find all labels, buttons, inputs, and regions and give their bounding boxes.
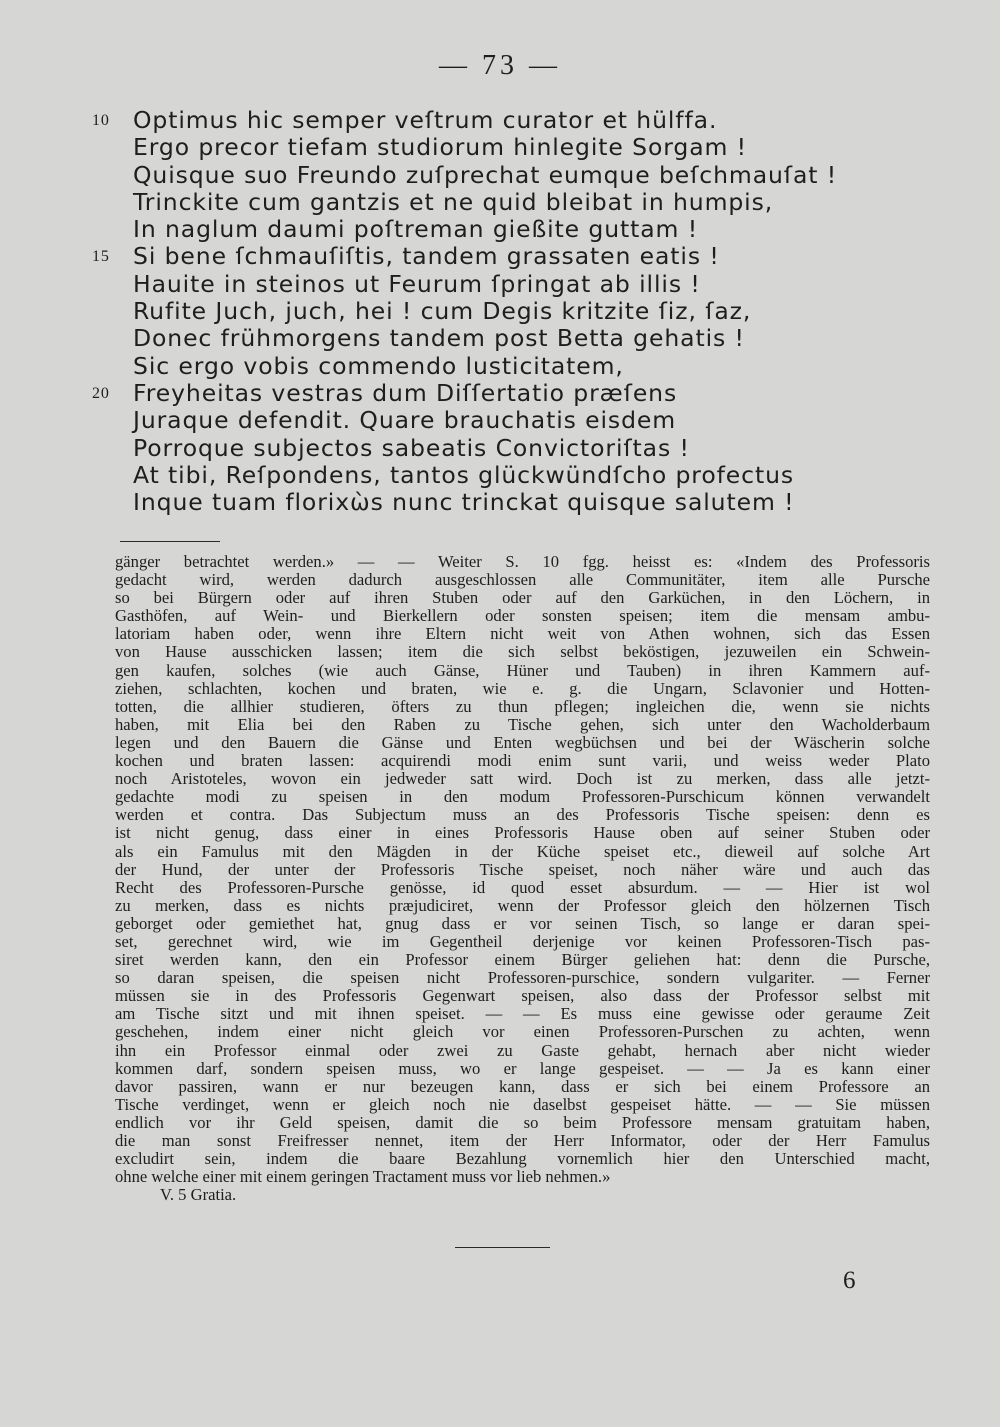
verse-text: Si bene ſchmauſiſtis, tandem grassaten eatis ! xyxy=(133,242,720,271)
verse-text: Inque tuam florixὼs nunc trinckat quisque salutem ! xyxy=(133,488,795,517)
verse-line xyxy=(0,216,1000,243)
footnote-line: am Tische sitzt und mit ihnen speiset. — — Es muss eine gewisse oder geraume Zeit xyxy=(115,1004,930,1024)
verse-line xyxy=(0,298,1000,325)
footnote-line: legen und den Bauern die Gänse und Enten wegbüchsen und bei der Wäscherin solche xyxy=(115,732,930,752)
verse-line xyxy=(0,380,1000,407)
verse-text: Hauite in steinos ut Feurum ſpringat ab illis ! xyxy=(133,269,701,298)
verse-block xyxy=(0,107,1000,516)
footnote-line: Tische verdinget, wenn er gleich noch nie daselbst gespeiset hätte. — — Sie müssen xyxy=(115,1094,930,1114)
footnote-line: endlich vor ihr Geld speisen, damit die so beim Professore mensam gratuitam haben, xyxy=(115,1112,930,1132)
footnote-line: so bei Bürgern oder auf ihren Stuben oder auf den Garküchen, in den Löchern, in xyxy=(115,588,930,608)
footnote-line: müssen sie in des Professoris Gegenwart speisen, also dass der Professor selbst mit xyxy=(115,986,930,1006)
verse-line xyxy=(0,435,1000,462)
verse-line xyxy=(0,134,1000,161)
footnote-line: haben, mit Elia bei den Raben zu Tische gehen, sich unter den Wacholderbaum xyxy=(115,714,930,734)
footnote-line: werden et contra. Das Subjectum muss an des Professoris Tische speisen: denn es xyxy=(115,805,930,825)
verse-line-number: 15 xyxy=(92,248,110,266)
footnote-line: gedacht wird, werden dadurch ausgeschlossen alle Communitäter, item alle Pursche xyxy=(115,570,930,590)
footnote-line: totten, die allhier studieren, öfters zu thun pflegen; ingleichen die, wenn sie nichts xyxy=(115,696,930,716)
footnote-line: gänger betrachtet werden.» — — Weiter S. 10 fgg. heisst es: «Indem des Professoris xyxy=(115,552,930,571)
footnote-line: als ein Famulus mit den Mägden in der Küche speiset etc., dieweil auf solche Art xyxy=(115,841,930,861)
verse-text: Rufite Juch, juch, hei ! cum Degis kritzite ſiz, ſaz, xyxy=(133,297,752,326)
verse-line xyxy=(0,462,1000,489)
verse-line-number: 10 xyxy=(92,112,110,129)
verse-text: Freyheitas vestras dum Diſſertatio præſens xyxy=(133,378,678,407)
page-end-rule xyxy=(455,1247,550,1248)
footnote-line: kommen darf, sondern speisen muss, wo er lange gespeiset. — — Ja es kann einer xyxy=(115,1058,930,1078)
footnote-line: zu merken, dass es nichts præjudiciret, wenn der Professor gleich den hölzernen Tisch xyxy=(115,895,930,915)
verse-line xyxy=(0,189,1000,216)
verse-text: Porroque subjectos sabeatis Convictoriſtas ! xyxy=(133,433,690,462)
footnote-line: excludirt sein, indem die baare Bezahlung vornemlich hier den Unterschied macht, xyxy=(115,1149,930,1169)
verse-line xyxy=(0,271,1000,298)
footnote-line: davor passiren, wann er nur bezeugen kann, dass er sich bei einem Professore an xyxy=(115,1076,930,1096)
footnote-line: so daran speisen, die speisen nicht Professoren-purschice, sondern vulgariter. — Ferner xyxy=(115,968,930,988)
footnote-line: geschehen, indem einer nicht gleich vor einen Professoren-Purschen zu achten, wenn xyxy=(115,1022,930,1042)
verse-text: Optimus hic semper veſtrum curator et hülffa. xyxy=(133,106,718,134)
footnote-line: Gasthöfen, auf Wein- und Bierkellern oder sonsten speisen; item die mensam ambu- xyxy=(115,606,930,626)
footnote-line: noch Aristoteles, wovon ein jedweder satt wird. Doch ist zu merken, dass alle jetzt- xyxy=(115,769,930,789)
verse-line xyxy=(0,243,1000,270)
verse-text: Juraque defendit. Quare brauchatis eisdem xyxy=(133,406,677,435)
footnote-line: von Hause ausschicken lassen; item die sich selbst beköstigen, jezuweilen ein Schwein- xyxy=(115,642,930,662)
footnote-line: set, gerechnet wird, wie im Gegentheil derjenige vor keinen Professoren-Tisch pas- xyxy=(115,931,930,951)
page-number: — 73 — xyxy=(439,50,561,81)
verse-text: Trinckite cum gantzis et ne quid bleibat in humpis, xyxy=(133,187,774,216)
footnote-line: die man sonst Freifresser nennet, item der Herr Informator, oder der Herr Famulus xyxy=(115,1131,930,1150)
verse-text: In naglum daumi poſtreman gießite guttam ! xyxy=(133,215,699,244)
footnote-line: gen kaufen, solches (wie auch Gänse, Hüner und Tauben) in ihren Kammern auf- xyxy=(115,660,930,680)
verse-line xyxy=(0,162,1000,189)
verse-text: Donec frühmorgens tandem post Betta gehatis ! xyxy=(133,324,745,353)
verse-line xyxy=(0,107,1000,134)
footnote-line: ziehen, schlachten, kochen und braten, wie e. g. die Ungarn, Sclavonier und Hotten- xyxy=(115,678,930,698)
verse-line-number: 20 xyxy=(92,384,110,402)
footnote-separator-rule xyxy=(120,541,220,542)
verse-line xyxy=(0,407,1000,434)
footnote-line: ihn ein Professor einmal oder zwei zu Gaste gehabt, hernach aber nicht wieder xyxy=(115,1040,930,1060)
footnote-signature: V. 5 Gratia. xyxy=(160,1185,237,1205)
verse-text: Sic ergo vobis commendo lusticitatem, xyxy=(133,351,624,380)
footnote-line: siret werden kann, den ein Professor einem Bürger geliehen hat: denn die Pursche, xyxy=(115,950,930,970)
verse-line xyxy=(0,325,1000,352)
footnote-line: gedachte modi zu speisen in den modum Professoren-Purschicum können verwandelt xyxy=(115,787,930,807)
footnote xyxy=(115,553,930,1204)
verse-text: At tibi, Reſpondens, tantos glückwündſcho profectus xyxy=(133,460,795,489)
footnote-line: der Hund, der unter der Professoris Tische speiset, noch näher wäre und auch das xyxy=(115,859,930,879)
verse-text: Ergo precor tiefam studiorum hinlegite Sorgam ! xyxy=(133,133,747,162)
footnote-line: geborget oder gemiethet hat, gnug dass er vor seinen Tisch, so lange er daran spei- xyxy=(115,913,930,933)
verse-line xyxy=(0,489,1000,516)
footnote-line: kochen und braten lassen: acquirendi modi enim sunt varii, und weiss weder Plato xyxy=(115,751,930,771)
footnote-line: Recht des Professoren-Pursche genösse, id quod esset absurdum. — — Hier ist wol xyxy=(115,877,930,897)
footnote-line: ohne welche einer mit einem geringen Tractament muss vor lieb nehmen.» xyxy=(115,1167,611,1187)
footnote-line: ist nicht genug, dass einer in eines Professoris Hause oben auf seiner Stuben oder xyxy=(115,823,930,843)
verse-line xyxy=(0,353,1000,380)
verse-text: Quisque suo Freundo zuſprechat eumque beſchmauſat ! xyxy=(133,160,838,189)
printer-signature-mark: 6 xyxy=(843,1267,856,1294)
footnote-line: latoriam haben oder, wenn ihre Eltern nicht weit von Athen wohnen, sich das Essen xyxy=(115,624,930,644)
